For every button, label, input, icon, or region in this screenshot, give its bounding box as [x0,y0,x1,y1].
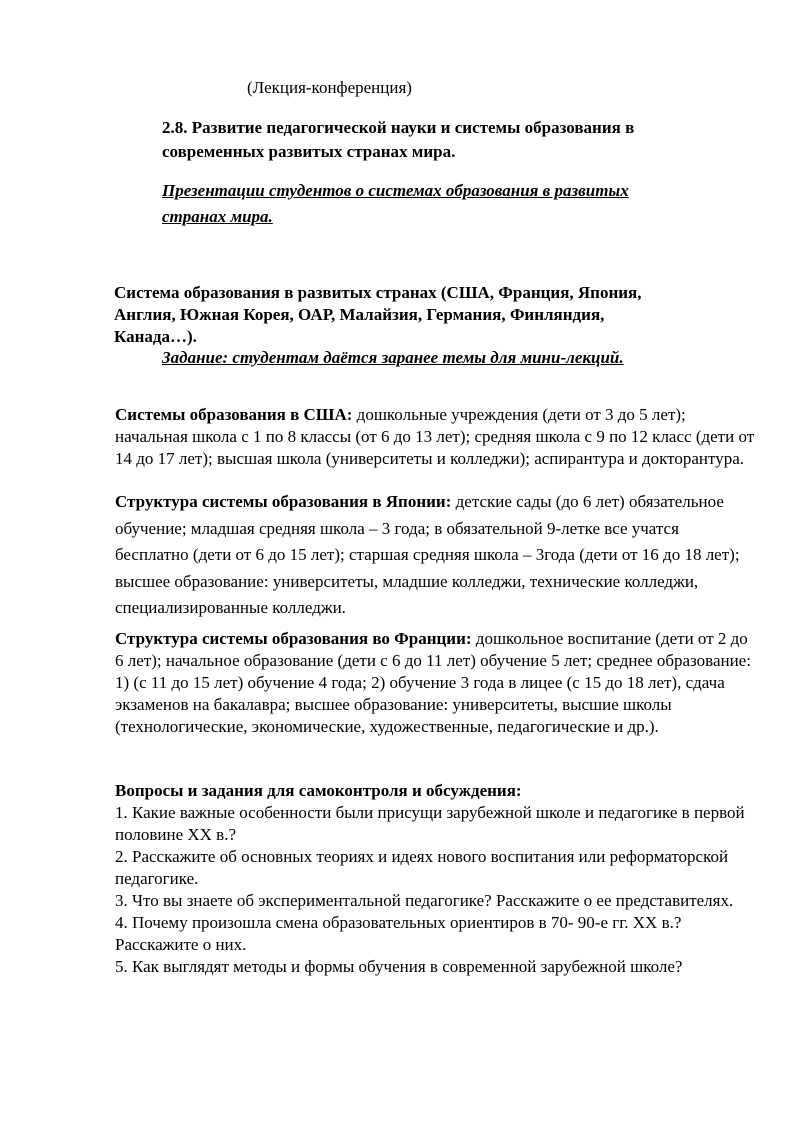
question-item-2: 2. Расскажите об основных теориях и идеях нового воспитания или реформаторской педагогике. [115,847,729,888]
usa-text: дошкольные учреждения (дети от 3 до 5 лет); начальная школа с 1 по 8 классы (от 6 до 13 лет); средняя школа с 9 по 12 класс (дети от 14 до 17 лет); высшая школа (университеты и колледжи); аспирантура и докторантура. [115,405,755,468]
usa-paragraph [115,404,755,470]
overview-line-1: Система образования в развитых странах (США, Франция, Япония, [114,283,642,302]
presentations-line-1: Презентации студентов о системах образования в развитых [162,181,629,200]
question-item-3: 3. Что вы знаете об экспериментальной педагогике? Расскажите о ее представителях. [115,891,734,910]
presentations-line-2: странах мира. [162,207,273,226]
question-item-4: 4. Почему произошла смена образовательных ориентиров в 70- 90-е гг. XX в.? Расскажите о них. [115,913,682,954]
questions-block [115,780,755,978]
france-paragraph [115,628,755,738]
overview-task: Задание: студентам даётся заранее темы для мини-лекций. [162,348,624,367]
japan-heading: Структура системы образования в Японии: [115,492,452,511]
japan-text: детские сады (до 6 лет) обязательное обучение; младшая средняя школа – 3 года; в обязательной 9-летке все учатся бесплатно (дети от 6 до 15 лет); старшая средняя школа – 3года (дети от 16 до 18 лет); высшее образование: университеты, младшие колледжи, технические колледжи, специализированные колледжи. [115,492,740,617]
japan-paragraph [115,489,755,622]
questions-heading: Вопросы и задания для самоконтроля и обсуждения: [115,781,522,800]
lecture-type: (Лекция-конференция) [247,78,412,97]
section-title-line-1: 2.8. Развитие педагогической науки и системы образования в [162,118,635,137]
overview-line-2: Англия, Южная Корея, ОАР, Малайзия, Германия, Финляндия, [114,305,605,324]
france-text: дошкольное воспитание (дети от 2 до 6 лет); начальное образование (дети с 6 до 11 лет) обучение 5 лет; среднее образование: 1) (с 11 до 15 лет) обучение 4 года; 2) обучение 3 года в лицее (с 15 до 18 лет), сдача экзаменов на бакалавра; высшее образование: университеты, высшие школы (технологические, экономические, художественные, педагогические и др.). [115,629,751,736]
usa-heading: Системы образования в США: [115,405,353,424]
overview-line-3: Канада…). [114,327,197,346]
france-heading: Структура системы образования во Франции: [115,629,472,648]
question-item-1: 1. Какие важные особенности были присущи зарубежной школе и педагогике в первой половине XX в.? [115,803,745,844]
question-item-5: 5. Как выглядят методы и формы обучения в современной зарубежной школе? [115,957,683,976]
section-title-line-2: современных развитых странах мира. [162,142,456,161]
